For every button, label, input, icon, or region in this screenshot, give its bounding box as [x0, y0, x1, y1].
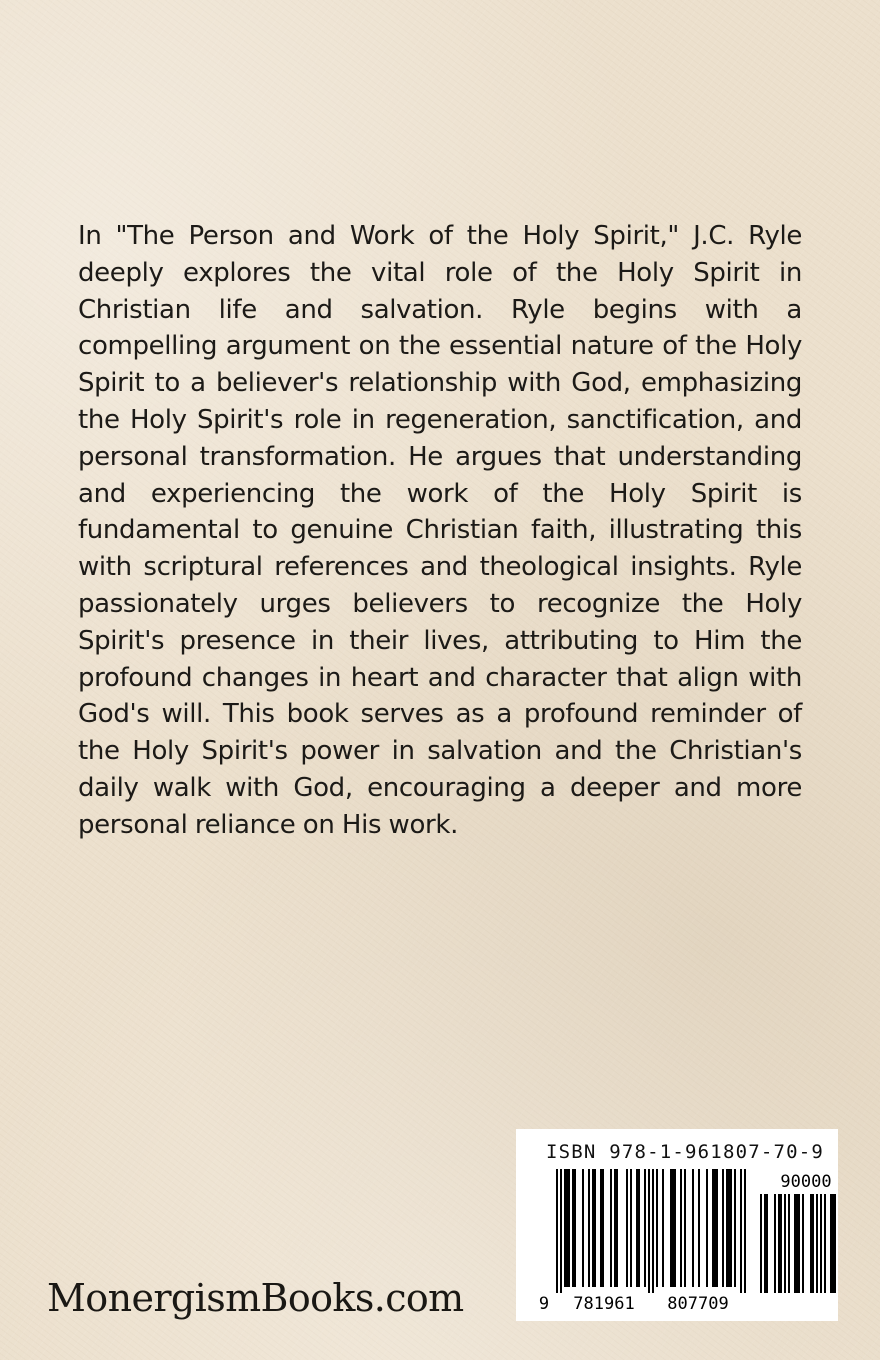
barcode-bar — [656, 1169, 658, 1287]
barcode-right-digits: 807709 — [667, 1294, 729, 1314]
barcode-bar — [644, 1169, 646, 1287]
barcode-addon-bar — [764, 1194, 768, 1293]
barcode-first-digit: 9 — [538, 1294, 550, 1314]
barcode-bar — [582, 1169, 584, 1287]
isbn-label: ISBN 978-1-961807-70-9 — [546, 1141, 825, 1163]
barcode-bar — [692, 1169, 694, 1287]
barcode-guard-bar — [556, 1169, 558, 1293]
isbn-barcode — [516, 1129, 838, 1321]
barcode-bar — [588, 1169, 590, 1287]
barcode-bar — [722, 1169, 724, 1287]
barcode-graphic — [516, 1129, 838, 1321]
barcode-guard-bar — [652, 1169, 654, 1293]
barcode-bar — [592, 1169, 596, 1287]
barcode-bar — [712, 1169, 718, 1287]
barcode-addon-bar — [784, 1194, 786, 1293]
barcode-bar — [734, 1169, 736, 1287]
barcode-addon-bar — [802, 1194, 804, 1293]
barcode-guard-bar — [744, 1169, 746, 1293]
barcode-addon-bar — [760, 1194, 762, 1293]
barcode-bar — [684, 1169, 686, 1287]
barcode-bar — [610, 1169, 612, 1287]
barcode-bar — [726, 1169, 732, 1287]
barcode-bar — [706, 1169, 708, 1287]
barcode-bar — [626, 1169, 628, 1287]
barcode-bar — [614, 1169, 618, 1287]
barcode-addon-digits: 90000 — [780, 1172, 832, 1192]
barcode-bar — [600, 1169, 604, 1287]
barcode-guard-bar — [648, 1169, 650, 1293]
barcode-addon-bar — [824, 1194, 826, 1293]
barcode-bar — [698, 1169, 700, 1287]
barcode-addon-bar — [778, 1194, 782, 1293]
barcode-bar — [662, 1169, 664, 1287]
barcode-addon-bar — [816, 1194, 818, 1293]
barcode-left-digits: 781961 — [573, 1294, 635, 1314]
barcode-addon-bar — [788, 1194, 790, 1293]
barcode-guard-bar — [740, 1169, 742, 1293]
barcode-bar — [564, 1169, 570, 1287]
barcode-guard-bar — [560, 1169, 562, 1293]
barcode-addon-bar — [820, 1194, 822, 1293]
barcode-addon-bar — [830, 1194, 836, 1293]
barcode-addon-bar — [810, 1194, 814, 1293]
book-description: In "The Person and Work of the Holy Spirit," J.C. Ryle deeply explores the vital role of the Holy Spirit in Christian life and salvation. Ryle begins with a compelling argument on the essential nature of the Holy Spirit to a believer's relationship with God, emphasizing the Holy Spirit's role in regeneration, sanctification, and personal transformation. He argues that understanding and experiencing the work of the Holy Spirit is fundamental to genuine Christian faith, illustrating this with scriptural references and theological insights. Ryle passionately urges believers to recognize the Holy Spirit's presence in their lives, attributing to Him the profound changes in heart and character that align with God's will. This book serves as a profound reminder of the Holy Spirit's power in salvation and the Christian's daily walk with God, encouraging a deeper and more personal reliance on His work. — [78, 221, 802, 840]
publisher-name: MonergismBooks.com — [47, 1276, 464, 1320]
barcode-bar — [630, 1169, 632, 1287]
barcode-bar — [670, 1169, 676, 1287]
barcode-bar — [572, 1169, 576, 1287]
barcode-bar — [636, 1169, 640, 1287]
barcode-addon-bar — [774, 1194, 776, 1293]
barcode-addon-bar — [794, 1194, 800, 1293]
barcode-bar — [680, 1169, 682, 1287]
